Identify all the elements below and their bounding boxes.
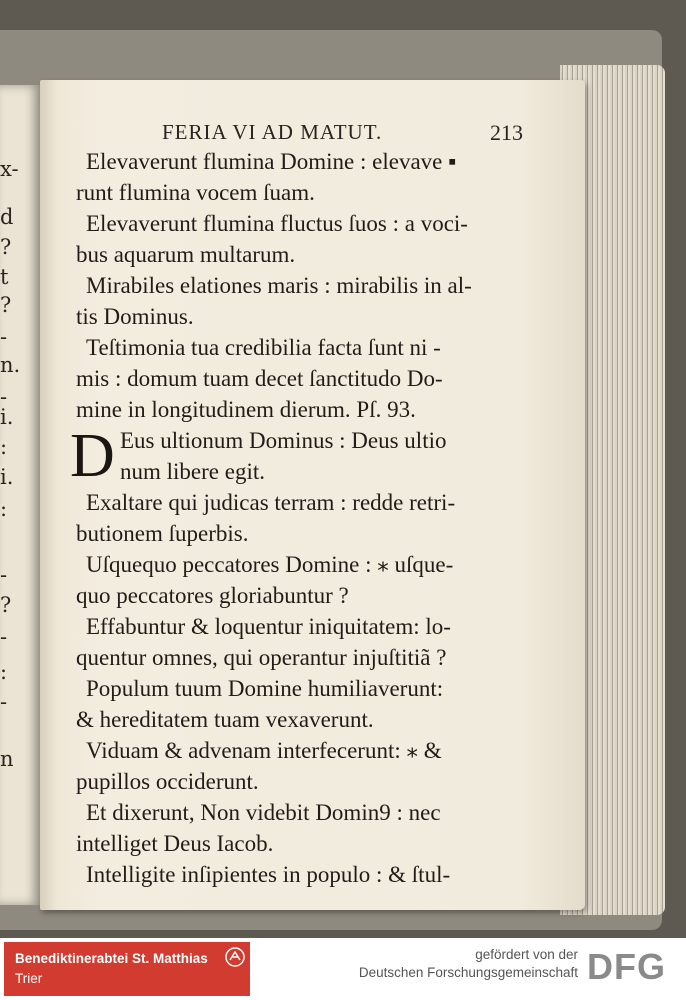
left-page-fragment: - bbox=[0, 690, 8, 714]
text-line: & hereditatem tuam vexaverunt. bbox=[76, 707, 374, 732]
text-line: mis : domum tuam decet ſanctitudo Do- bbox=[76, 366, 443, 391]
left-page-fragment: - bbox=[0, 563, 8, 587]
text-line: Populum tuum Domine humiliaverunt: bbox=[86, 676, 444, 701]
left-page-fragment: i. bbox=[0, 405, 14, 429]
psalm-text bbox=[70, 146, 542, 890]
left-page-fragment: ? bbox=[0, 235, 12, 259]
text-line: Elevaverunt flumina fluctus ſuos : a voci- bbox=[86, 211, 468, 236]
institution-banner[interactable] bbox=[4, 942, 250, 996]
funding-note bbox=[350, 946, 578, 982]
text-line: mine in longitudinem dierum. Pſ. 93. bbox=[76, 397, 416, 422]
text-line: num libere egit. bbox=[120, 459, 265, 484]
book-page bbox=[40, 80, 585, 910]
left-page-fragment: n. bbox=[0, 353, 21, 377]
dfg-logo[interactable] bbox=[585, 946, 681, 986]
text-line: quo peccatores gloriabuntur ? bbox=[76, 583, 349, 608]
left-page-strip bbox=[0, 85, 40, 905]
text-line: pupillos occiderunt. bbox=[76, 769, 259, 794]
drop-cap: D bbox=[70, 422, 115, 490]
page-number: 213 bbox=[490, 120, 523, 145]
left-page-fragment: : bbox=[0, 497, 8, 521]
text-line: intelliget Deus Iacob. bbox=[76, 831, 274, 856]
text-line: Elevaverunt flumina Domine : elevave ▪ bbox=[86, 149, 457, 174]
left-page-fragment: d bbox=[0, 205, 14, 229]
left-page-fragment: - bbox=[0, 385, 8, 409]
text-line: butionem ſuperbis. bbox=[76, 521, 249, 546]
left-page-fragment: - bbox=[0, 325, 8, 349]
left-page-fragment: - bbox=[0, 625, 8, 649]
left-page-fragment: x- bbox=[0, 157, 19, 181]
text-line: Intelligite inſipientes in populo : & ſtul- bbox=[86, 862, 451, 887]
psalm-93-opening bbox=[70, 422, 542, 490]
left-page-fragment: i. bbox=[0, 465, 14, 489]
text-line: Effabuntur & loquentur iniquitatem: lo- bbox=[86, 614, 451, 639]
funding-line-1: gefördert von der bbox=[475, 947, 578, 962]
text-line: Teſtimonia tua credibilia facta ſunt ni - bbox=[86, 335, 441, 360]
left-page-fragment: : bbox=[0, 435, 8, 459]
institution-place: Trier bbox=[15, 971, 43, 986]
text-line: runt flumina vocem ſuam. bbox=[76, 180, 315, 205]
text-line: quentur omnes, qui operantur injuſtitiã ? bbox=[76, 645, 447, 670]
abbey-emblem-icon bbox=[224, 946, 246, 968]
page-header bbox=[162, 120, 562, 148]
left-page-fragment: ? bbox=[0, 593, 12, 617]
text-line: Exaltare qui judicas terram : redde retri- bbox=[86, 490, 456, 515]
text-line: Mirabiles elationes maris : mirabilis in al- bbox=[86, 273, 472, 298]
text-line: Eus ultionum Dominus : Deus ultio bbox=[120, 428, 447, 453]
left-page-fragment: : bbox=[0, 660, 8, 684]
text-line: Viduam & advenam interfecerunt: ⁎ & bbox=[86, 738, 442, 763]
text-line: Uſquequo peccatores Domine : ⁎ uſque- bbox=[86, 552, 454, 577]
text-line: bus aquarum multarum. bbox=[76, 242, 296, 267]
left-page-fragment: t bbox=[0, 265, 9, 289]
funding-line-2: Deutschen Forschungsgemeinschaft bbox=[358, 965, 578, 980]
text-line: Et dixerunt, Non videbit Domin9 : nec bbox=[86, 800, 441, 825]
viewer-footer bbox=[0, 938, 686, 1000]
left-page-fragment: n bbox=[0, 747, 14, 771]
institution-name: Benediktinerabtei St. Matthias bbox=[15, 951, 208, 966]
text-line: tis Dominus. bbox=[76, 304, 194, 329]
dfg-logo-text: DFG bbox=[587, 946, 666, 986]
running-title: FERIA VI AD MATUT. bbox=[162, 120, 383, 144]
left-page-fragment: ? bbox=[0, 293, 12, 317]
